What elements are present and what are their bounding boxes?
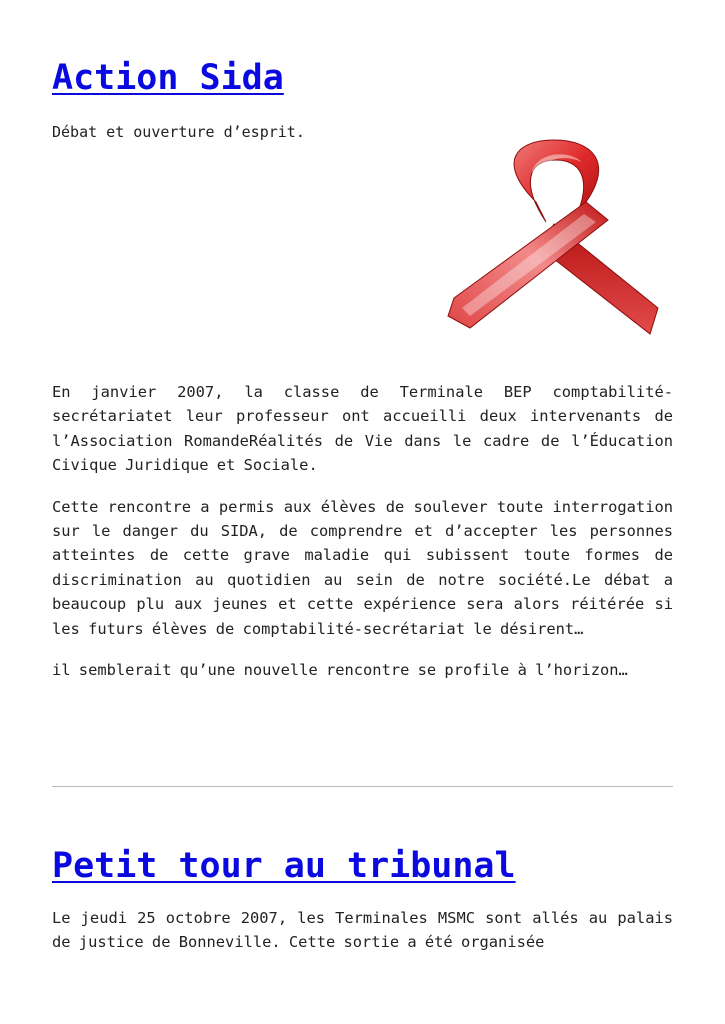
post-title-link[interactable]: Petit tour au tribunal <box>52 846 516 886</box>
post-divider <box>52 786 673 787</box>
post-body-action-sida <box>52 380 673 699</box>
post-title-link[interactable]: Action Sida <box>52 58 284 98</box>
post-paragraph: Le jeudi 25 octobre 2007, les Terminales MSMC sont allés au palais de justice de Bonneville. Cette sortie a été organisée <box>52 909 673 952</box>
red-ribbon-icon <box>436 132 668 348</box>
post-title-action-sida <box>52 58 284 98</box>
post-body-petit-tour <box>52 906 673 972</box>
post-paragraph: En janvier 2007, la classe de Terminale BEP comptabilité-secrétariatet leur professeur ont accueilli deux intervenants de l’Association RomandeRéalités de Vie dans le cadre de l’Éducation Civique Juridique et Sociale. <box>52 383 673 475</box>
post-title-petit-tour <box>52 846 516 886</box>
post-excerpt: Débat et ouverture d’esprit. <box>52 123 305 141</box>
post-paragraph: Cette rencontre a permis aux élèves de soulever toute interrogation sur le danger du SIDA, de comprendre et d’accepter les personnes atteintes de cette grave maladie qui subissent toute formes de discrimination au quotidien au sein de notre société.Le débat a beaucoup plu aux jeunes et cette expérience sera alors réitérée si les futurs élèves de comptabilité-secrétariat le désirent… <box>52 497 673 638</box>
post-paragraph: il semblerait qu’une nouvelle rencontre se profile à l’horizon… <box>52 661 628 680</box>
